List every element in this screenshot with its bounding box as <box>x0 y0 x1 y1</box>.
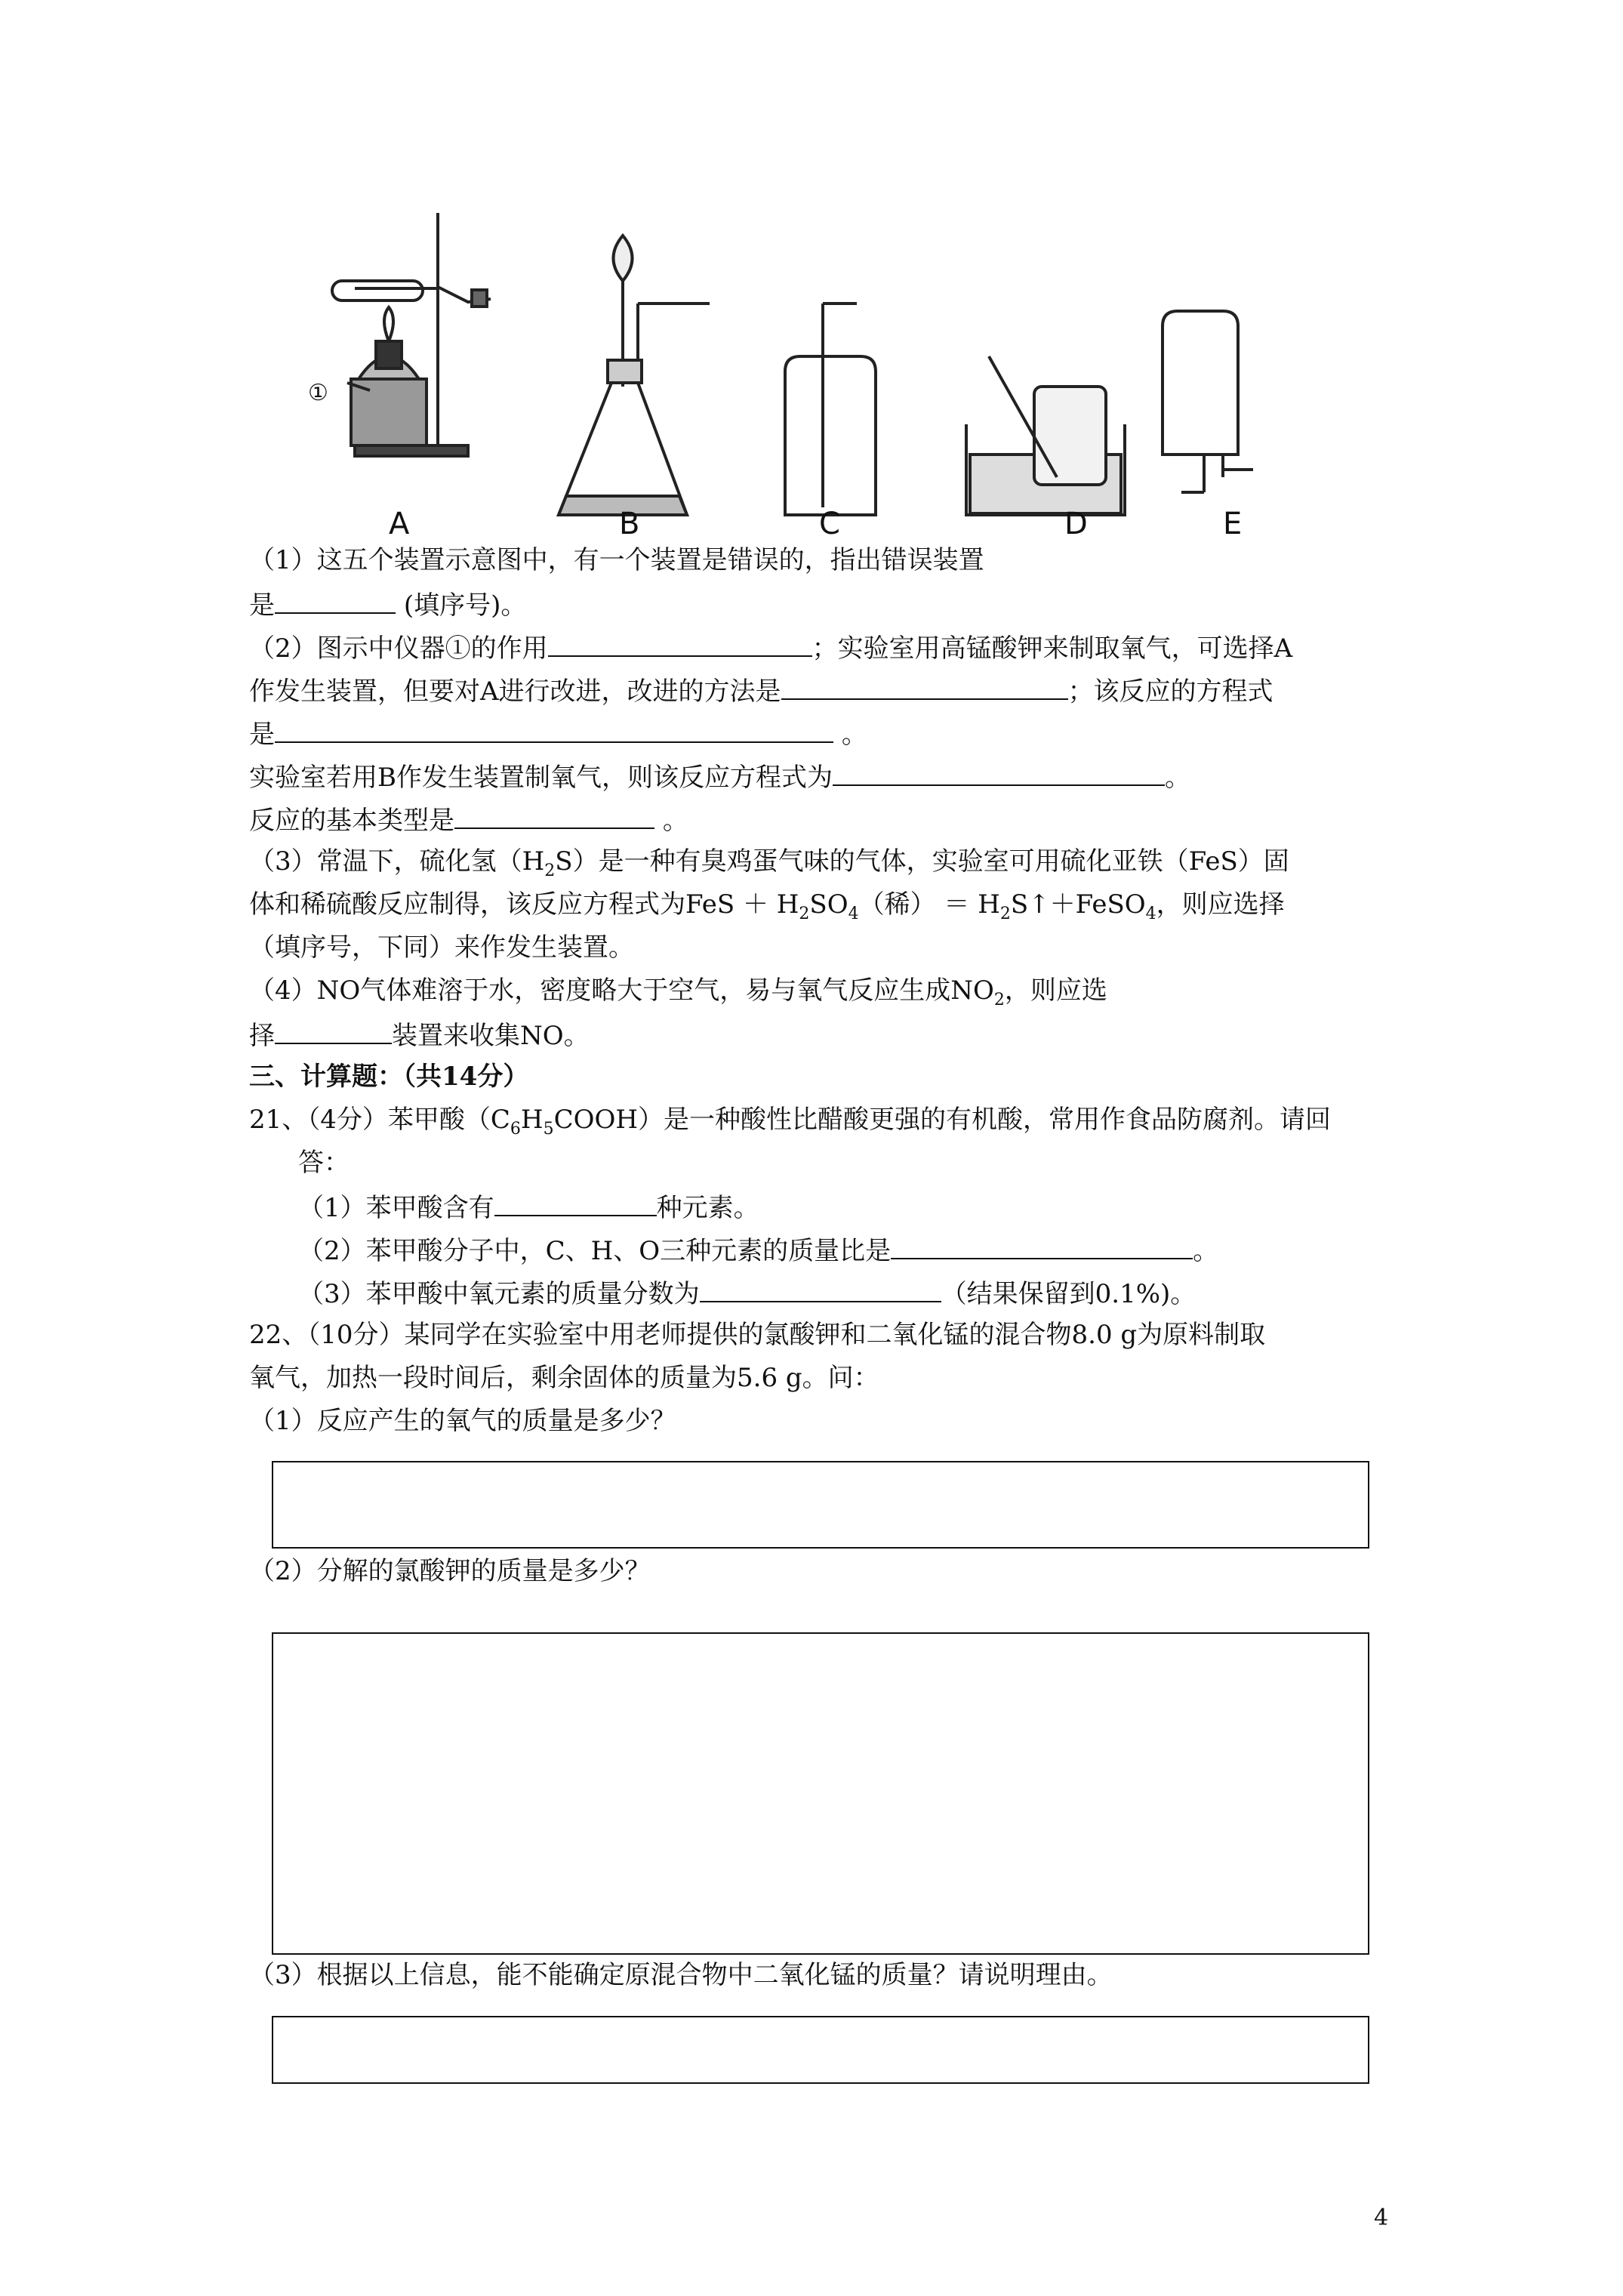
q22-part2-line <box>249 1550 1427 1593</box>
subscript: 4 <box>848 904 859 923</box>
q1-text: 是 <box>249 590 275 621</box>
question-text <box>249 539 1427 1443</box>
q3-text: SO <box>809 889 848 920</box>
q21-text: 答： <box>298 1148 350 1178</box>
q21-text: （1）苯甲酸含有 <box>298 1193 494 1223</box>
q21-text: 种元素。 <box>656 1193 759 1223</box>
q21-text: 21、（4分）苯甲酸（C <box>249 1105 510 1135</box>
q1-line2 <box>249 582 1427 625</box>
q22-part3-line <box>249 1954 1427 1997</box>
subscript: 2 <box>544 861 556 880</box>
q2-text: （2）图示中仪器①的作用 <box>249 633 548 664</box>
q4-text: 择 <box>249 1021 275 1051</box>
answer-box-1[interactable] <box>272 1461 1369 1549</box>
q1-text: (填序号)。 <box>403 590 527 621</box>
q2-text: 实验室若用B作发生装置制氧气，则该反应方程式为 <box>249 763 833 793</box>
q1-answer-blank[interactable] <box>275 582 396 614</box>
q2-text: ；该反应的方程式 <box>1067 676 1273 707</box>
q2-line3 <box>249 711 1427 754</box>
q22-part1 <box>249 1400 1427 1443</box>
q22-text: （2）分解的氯酸钾的质量是多少？ <box>249 1556 651 1586</box>
apparatus-b <box>559 236 710 515</box>
q22-text: （3）根据以上信息，能不能确定原混合物中二氧化锰的质量？请说明理由。 <box>249 1960 1113 1990</box>
q2-line5 <box>249 797 1427 840</box>
q2-reaction-type-blank[interactable] <box>454 797 654 829</box>
apparatus-c <box>785 304 876 515</box>
q4-line1 <box>249 969 1427 1012</box>
q2-line4 <box>249 754 1427 797</box>
label-e: E <box>1223 507 1243 538</box>
q3-text: S↑＋FeSO <box>1010 889 1146 920</box>
q22-text: 氧气，加热一段时间后，剩余固体的质量为5.6 g。问： <box>249 1363 879 1393</box>
section-heading <box>249 1056 1427 1099</box>
q2-text: 作发生装置，但要对A进行改进，改进的方法是 <box>249 676 781 707</box>
subscript: 6 <box>510 1119 521 1139</box>
q1-line1 <box>249 539 1427 582</box>
q2-line2 <box>249 668 1427 711</box>
answer-box-2[interactable] <box>272 1632 1369 1955</box>
q4-answer-blank[interactable] <box>275 1012 392 1044</box>
q21-part1 <box>249 1185 1427 1228</box>
subscript: 2 <box>799 904 810 923</box>
q2-text: 。 <box>841 720 867 750</box>
apparatus-e <box>1163 311 1253 492</box>
q21-elements-blank[interactable] <box>494 1185 657 1216</box>
q3-text: （3）常温下，硫化氢（H <box>249 846 545 877</box>
q2-line1 <box>249 625 1427 668</box>
q2-equation-blank[interactable] <box>275 711 833 743</box>
answer-box-3[interactable] <box>272 2016 1369 2084</box>
q2-text: 。 <box>662 806 688 836</box>
q22-line2 <box>249 1357 1427 1400</box>
q22-line1 <box>249 1314 1427 1357</box>
q21-text: （3）苯甲酸中氧元素的质量分数为 <box>298 1279 700 1309</box>
q22-text: （1）反应产生的氧气的质量是多少？ <box>249 1406 676 1436</box>
subscript: 4 <box>1145 904 1156 923</box>
q4-text: ，则应选 <box>1004 975 1107 1006</box>
q21-line2 <box>249 1142 1427 1185</box>
apparatus-a <box>332 213 491 456</box>
q2-text: 反应的基本类型是 <box>249 806 454 836</box>
q3-text: （填序号，下同）来作发生装置。 <box>249 932 634 963</box>
page-number: 4 <box>1374 2205 1389 2231</box>
q3-text: （稀） ＝ H <box>858 889 1000 920</box>
apparatus-diagram <box>287 198 1291 538</box>
apparatus-figure <box>287 198 1291 538</box>
q21-part2 <box>249 1228 1427 1271</box>
q4-line2 <box>249 1012 1427 1056</box>
q4-text: 装置来收集NO。 <box>392 1021 590 1051</box>
q4-text: （4）NO气体难溶于水，密度略大于空气，易与氧气反应生成NO <box>249 975 994 1006</box>
q21-mass-ratio-blank[interactable] <box>891 1228 1193 1259</box>
q2-function-blank[interactable] <box>548 625 812 657</box>
q1-text: （1）这五个装置示意图中，有一个装置是错误的，指出错误装置 <box>249 545 984 575</box>
q2-text: 。 <box>1164 763 1190 793</box>
q3-text: ，则应选择 <box>1156 889 1285 920</box>
q2-b-equation-blank[interactable] <box>833 754 1165 786</box>
label-b: B <box>619 507 640 538</box>
q2-improve-blank[interactable] <box>781 668 1068 700</box>
label-d: D <box>1064 507 1088 538</box>
q21-text: H <box>520 1105 544 1135</box>
subscript: 2 <box>993 990 1005 1009</box>
q21-text: 。 <box>1193 1236 1219 1266</box>
q21-text: （结果保留到0.1%)。 <box>941 1279 1196 1309</box>
q3-text: S）是一种有臭鸡蛋气味的气体，实验室可用硫化亚铁（FeS）固 <box>555 846 1289 877</box>
q3-line1 <box>249 840 1427 883</box>
q22-text: 22、（10分）某同学在实验室中用老师提供的氯酸钾和二氧化锰的混合物8.0 g为原料制取 <box>249 1320 1266 1350</box>
label-c: C <box>819 507 840 538</box>
q3-line2 <box>249 883 1427 926</box>
q3-text: 体和稀硫酸反应制得，该反应方程式为FeS ＋ H <box>249 889 799 920</box>
q21-text: （2）苯甲酸分子中，C、H、O三种元素的质量比是 <box>298 1236 892 1266</box>
q2-text: 是 <box>249 720 275 750</box>
instrument-marker: ① <box>308 380 328 406</box>
subscript: 2 <box>999 904 1011 923</box>
apparatus-d <box>966 356 1125 515</box>
subscript: 5 <box>543 1119 554 1139</box>
q21-line1 <box>249 1099 1427 1142</box>
section-3-title: 三、计算题：（共14分） <box>249 1062 529 1092</box>
q21-text: COOH）是一种酸性比醋酸更强的有机酸，常用作食品防腐剂。请回 <box>553 1105 1331 1135</box>
q2-text: ；实验室用高锰酸钾来制取氧气，可选择A <box>812 633 1293 664</box>
q21-fraction-blank[interactable] <box>700 1271 941 1302</box>
q3-line3 <box>249 926 1427 969</box>
q21-part3 <box>249 1271 1427 1314</box>
label-a: A <box>389 507 410 538</box>
